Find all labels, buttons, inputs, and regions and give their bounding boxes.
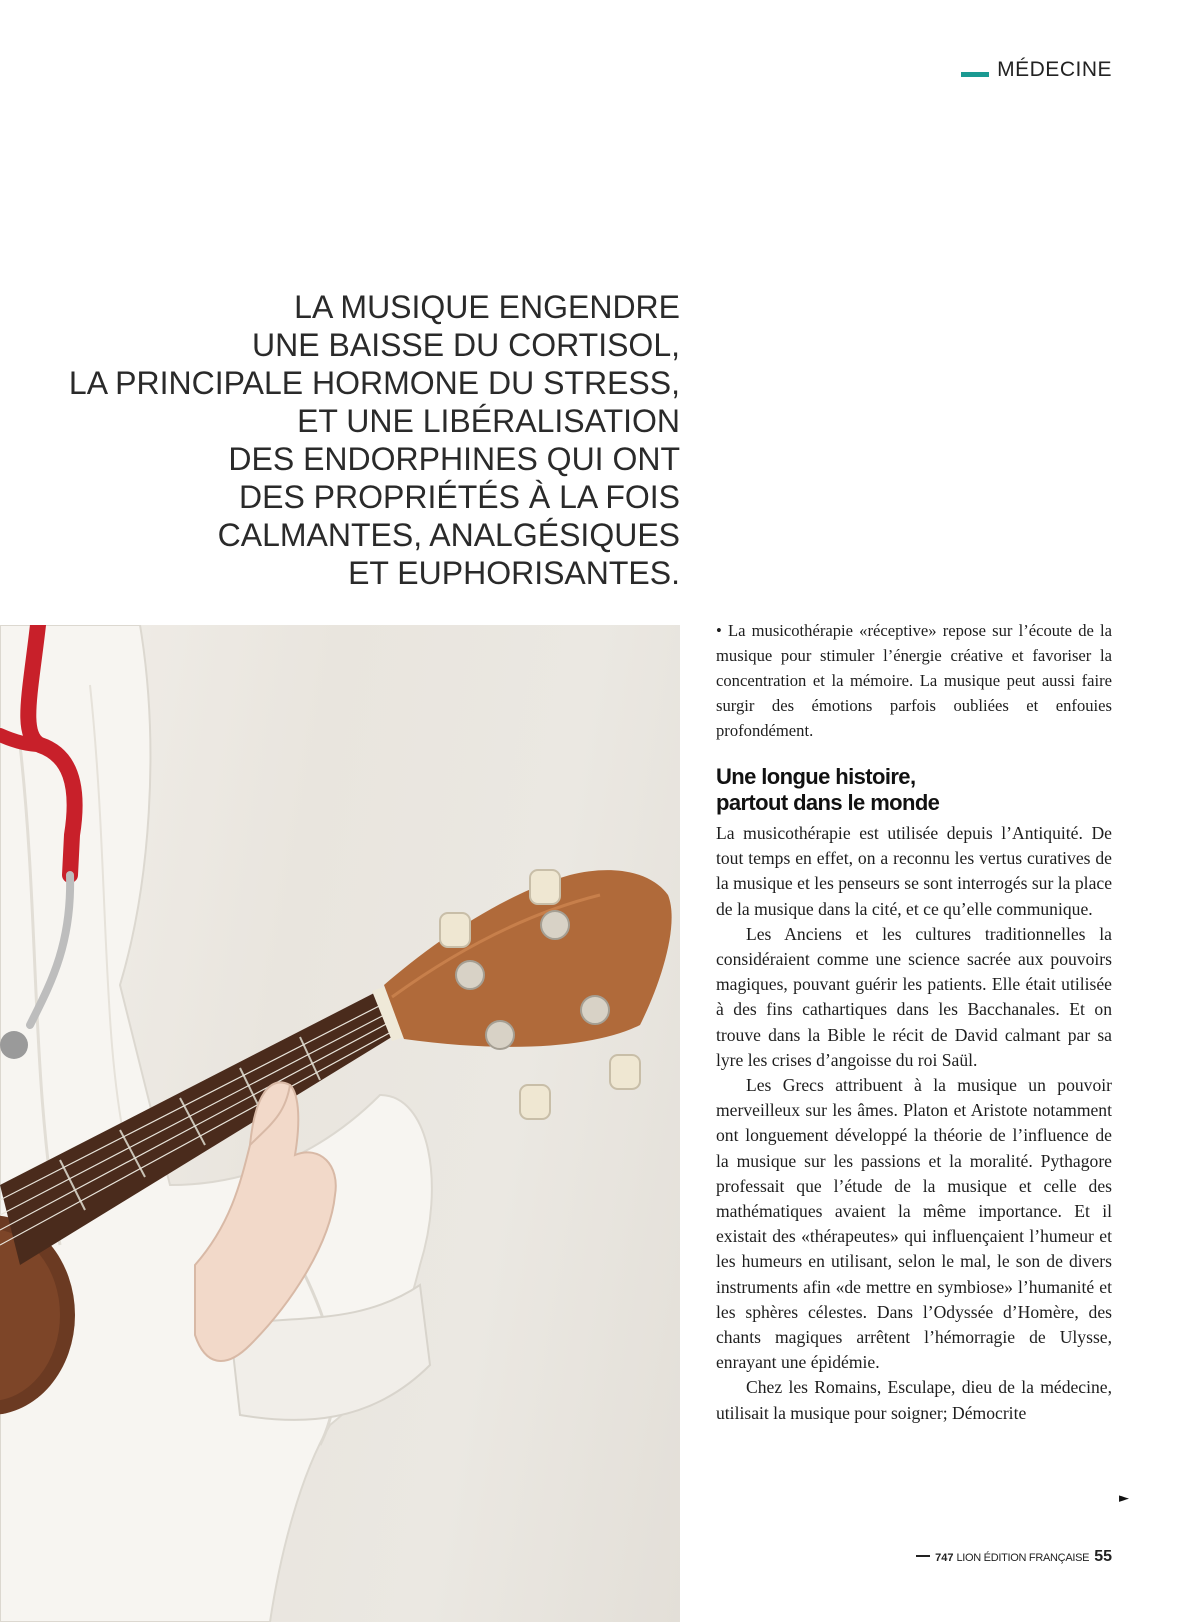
pull-quote-line: DES ENDORPHINES QUI ONT [228, 441, 680, 477]
page-footer [916, 1548, 1112, 1566]
subheading [716, 764, 1116, 816]
pull-quote-line: ET EUPHORISANTES. [348, 555, 680, 591]
pull-quote-line: ET UNE LIBÉRALISATION [297, 403, 680, 439]
pull-quote-line: DES PROPRIÉTÉS À LA FOIS [238, 479, 680, 515]
continue-arrow-icon: ► [1119, 1491, 1129, 1506]
body-paragraph: Les Anciens et les cultures traditionnelles la considéraient comme une science sacrée aux pouvoirs magiques, pouvant guérir les patients. Elle était utilisée à des fins cathartiques dans les Bacchanales. Et on trouve dans la Bible le récit de David calmant par sa lyre les crises d’angoisse du roi Saül. [716, 923, 1112, 1070]
section-accent-bar [961, 72, 989, 77]
footer-dash [916, 1555, 930, 1557]
pull-quote [30, 288, 680, 592]
doctor-ukulele-photo [0, 625, 680, 1622]
pull-quote-line: CALMANTES, ANALGÉSIQUES [217, 517, 680, 553]
pull-quote-line: LA MUSIQUE ENGENDRE [294, 289, 680, 325]
pull-quote-line: UNE BAISSE DU CORTISOL, [252, 327, 680, 363]
body-paragraph: Chez les Romains, Esculape, dieu de la médecine, utilisait la musique pour soigner; Démocrite [716, 1377, 1112, 1423]
pull-quote-line: LA PRINCIPALE HORMONE DU STRESS, [68, 365, 680, 401]
intro-paragraph [716, 618, 1112, 743]
photo-illustration [0, 625, 680, 1622]
body-paragraph: Les Grecs attribuent à la musique un pouvoir merveilleux sur les âmes. Platon et Aristote notamment ont longuement développé la théorie de l’influence de la musique sur les passions et la moralité. Pythagore professait que l’étude de la musique et celle des mathématiques avaient la même importance. Et il existait des «thérapeutes» qui influençaient l’humeur et les humeurs en utilisant, selon le mal, le son de divers instruments afin «de mettre en symbiose» l’humanité et les sphères célestes. Dans l’Odyssée d’Homère, des chants magiques arrêtent l’hémorragie de Ulysse, enrayant une épidémie. [716, 1075, 1112, 1373]
body-paragraph: La musicothérapie est utilisée depuis l’Antiquité. De tout temps en effet, on a reconnu les vertus curatives de la musique et les penseurs se sont interrogés sur la place de la musique dans la cité, et ce qu’elle communique. [716, 823, 1112, 919]
subheading-line: partout dans le monde [716, 790, 940, 815]
page-number: 55 [1094, 1548, 1112, 1565]
article-body [716, 821, 1112, 1426]
issue-number: 747 [935, 1552, 954, 1564]
subheading-line: Une longue histoire, [716, 764, 916, 789]
section-tag [961, 58, 1112, 82]
publication-name: LION ÉDITION FRANÇAISE [956, 1552, 1090, 1564]
intro-text: • La musicothérapie «réceptive» repose sur l’écoute de la musique pour stimuler l’énergie créative et favoriser la concentration et la mémoire. La musique peut aussi faire surgir des émotions parfois oubliées et enfouies profondément. [716, 621, 1112, 740]
section-label: MÉDECINE [997, 58, 1112, 81]
